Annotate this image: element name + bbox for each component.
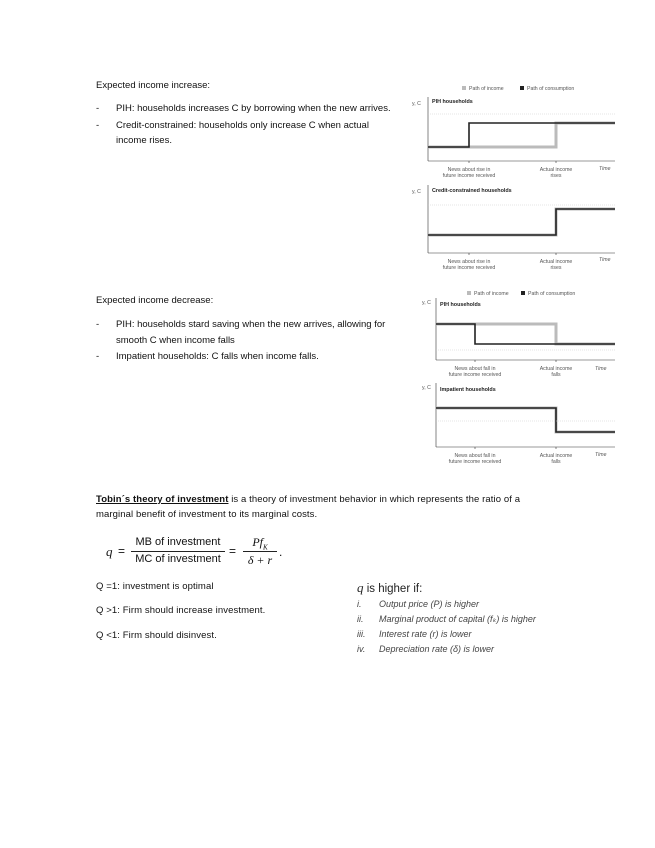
income-path	[436, 324, 615, 344]
actual-label: rises	[550, 173, 562, 179]
list-item: - PIH: households stard saving when the new arrives, allowing for smooth C when income falls	[96, 319, 386, 346]
consumption-path	[428, 123, 615, 147]
actual-label: Actual income	[539, 259, 573, 265]
y-axis-label: y, C	[422, 385, 431, 391]
formula-equals: =	[118, 544, 126, 558]
section1-bullets	[96, 101, 396, 150]
y-axis-label: y, C	[422, 300, 431, 306]
legend-income-label: Path of income	[469, 86, 504, 92]
list-item: ii. Marginal product of capital (fₖ) is higher	[357, 614, 536, 624]
tobin-formula	[106, 536, 286, 570]
legend-consumption-label: Path of consumption	[528, 291, 576, 297]
news-label: News about fall in	[454, 453, 496, 459]
news-label: future income received	[442, 173, 496, 179]
list-item: - Impatient households: C falls when income falls.	[96, 351, 319, 362]
actual-label: Actual income	[539, 366, 573, 372]
section2-bullets	[96, 317, 416, 366]
actual-label: falls	[551, 459, 561, 465]
legend-income-label: Path of income	[474, 291, 509, 297]
formula-denominator-2: δ + r	[247, 553, 273, 567]
section1-heading: Expected income increase:	[96, 80, 211, 91]
tobin-text: marginal benefit of investment to its marginal costs.	[96, 509, 318, 520]
news-label: future income received	[448, 372, 502, 378]
panel-title: PIH households	[432, 99, 473, 105]
news-label: News about fall in	[454, 366, 496, 372]
time-label: Time	[599, 166, 611, 172]
list-item: - Credit-constrained: households only increase C when actual income rises.	[96, 119, 369, 146]
q-higher-list	[357, 597, 597, 657]
news-label: News about rise in	[447, 167, 491, 173]
time-label: Time	[595, 366, 607, 372]
list-item: - PIH: households increases C by borrowing when the new arrives.	[96, 103, 391, 114]
list-item: i. Output price (P) is higher	[357, 599, 480, 609]
income-path	[428, 209, 615, 235]
news-label: News about rise in	[447, 259, 491, 265]
income-path	[428, 123, 615, 147]
legend-consumption-swatch	[520, 86, 524, 90]
consumption-path	[436, 324, 615, 344]
legend-consumption-label: Path of consumption	[527, 86, 575, 92]
legend-income-swatch	[462, 86, 466, 90]
y-axis-label: y, C	[412, 101, 421, 107]
panel-title: Credit-constrained households	[432, 188, 512, 194]
panel-title: Impatient households	[440, 387, 496, 393]
time-label: Time	[599, 257, 611, 263]
condition-optimal: Q =1: investment is optimal	[96, 581, 214, 592]
actual-label: rises	[550, 265, 562, 271]
actual-label: Actual income	[539, 167, 573, 173]
figure-income-increase	[410, 83, 616, 275]
q-higher-heading: q is higher if:	[357, 580, 423, 595]
condition-disinvest: Q <1: Firm should disinvest.	[96, 630, 217, 641]
news-label: future income received	[442, 265, 496, 271]
list-item: iii. Interest rate (r) is lower	[357, 629, 472, 639]
consumption-path	[428, 209, 615, 235]
formula-q: q	[106, 544, 113, 559]
tobin-title: Tobin´s theory of investment	[96, 494, 229, 505]
tobin-text: is a theory of investment behavior in which represents the ratio of a	[228, 494, 521, 505]
actual-label: Actual income	[539, 453, 573, 459]
formula-equals: =	[229, 544, 237, 558]
legend-consumption-swatch	[521, 291, 525, 295]
condition-increase: Q >1: Firm should increase investment.	[96, 605, 266, 616]
figure-income-decrease	[420, 288, 615, 470]
income-path	[436, 408, 615, 432]
consumption-path	[436, 408, 615, 432]
legend-income-swatch	[467, 291, 471, 295]
tobin-paragraph	[96, 492, 576, 522]
formula-period: .	[279, 545, 283, 559]
formula-numerator: MB of investment	[135, 536, 221, 548]
news-label: future income received	[448, 459, 502, 465]
formula-denominator: MC of investment	[135, 553, 221, 565]
time-label: Time	[595, 452, 607, 458]
formula-numerator-2: $Pf_K$	[252, 535, 268, 552]
actual-label: falls	[551, 372, 561, 378]
section2-heading: Expected income decrease:	[96, 295, 214, 306]
panel-title: PIH households	[440, 302, 481, 308]
y-axis-label: y, C	[412, 189, 421, 195]
list-item: iv. Depreciation rate (δ) is lower	[357, 644, 495, 654]
